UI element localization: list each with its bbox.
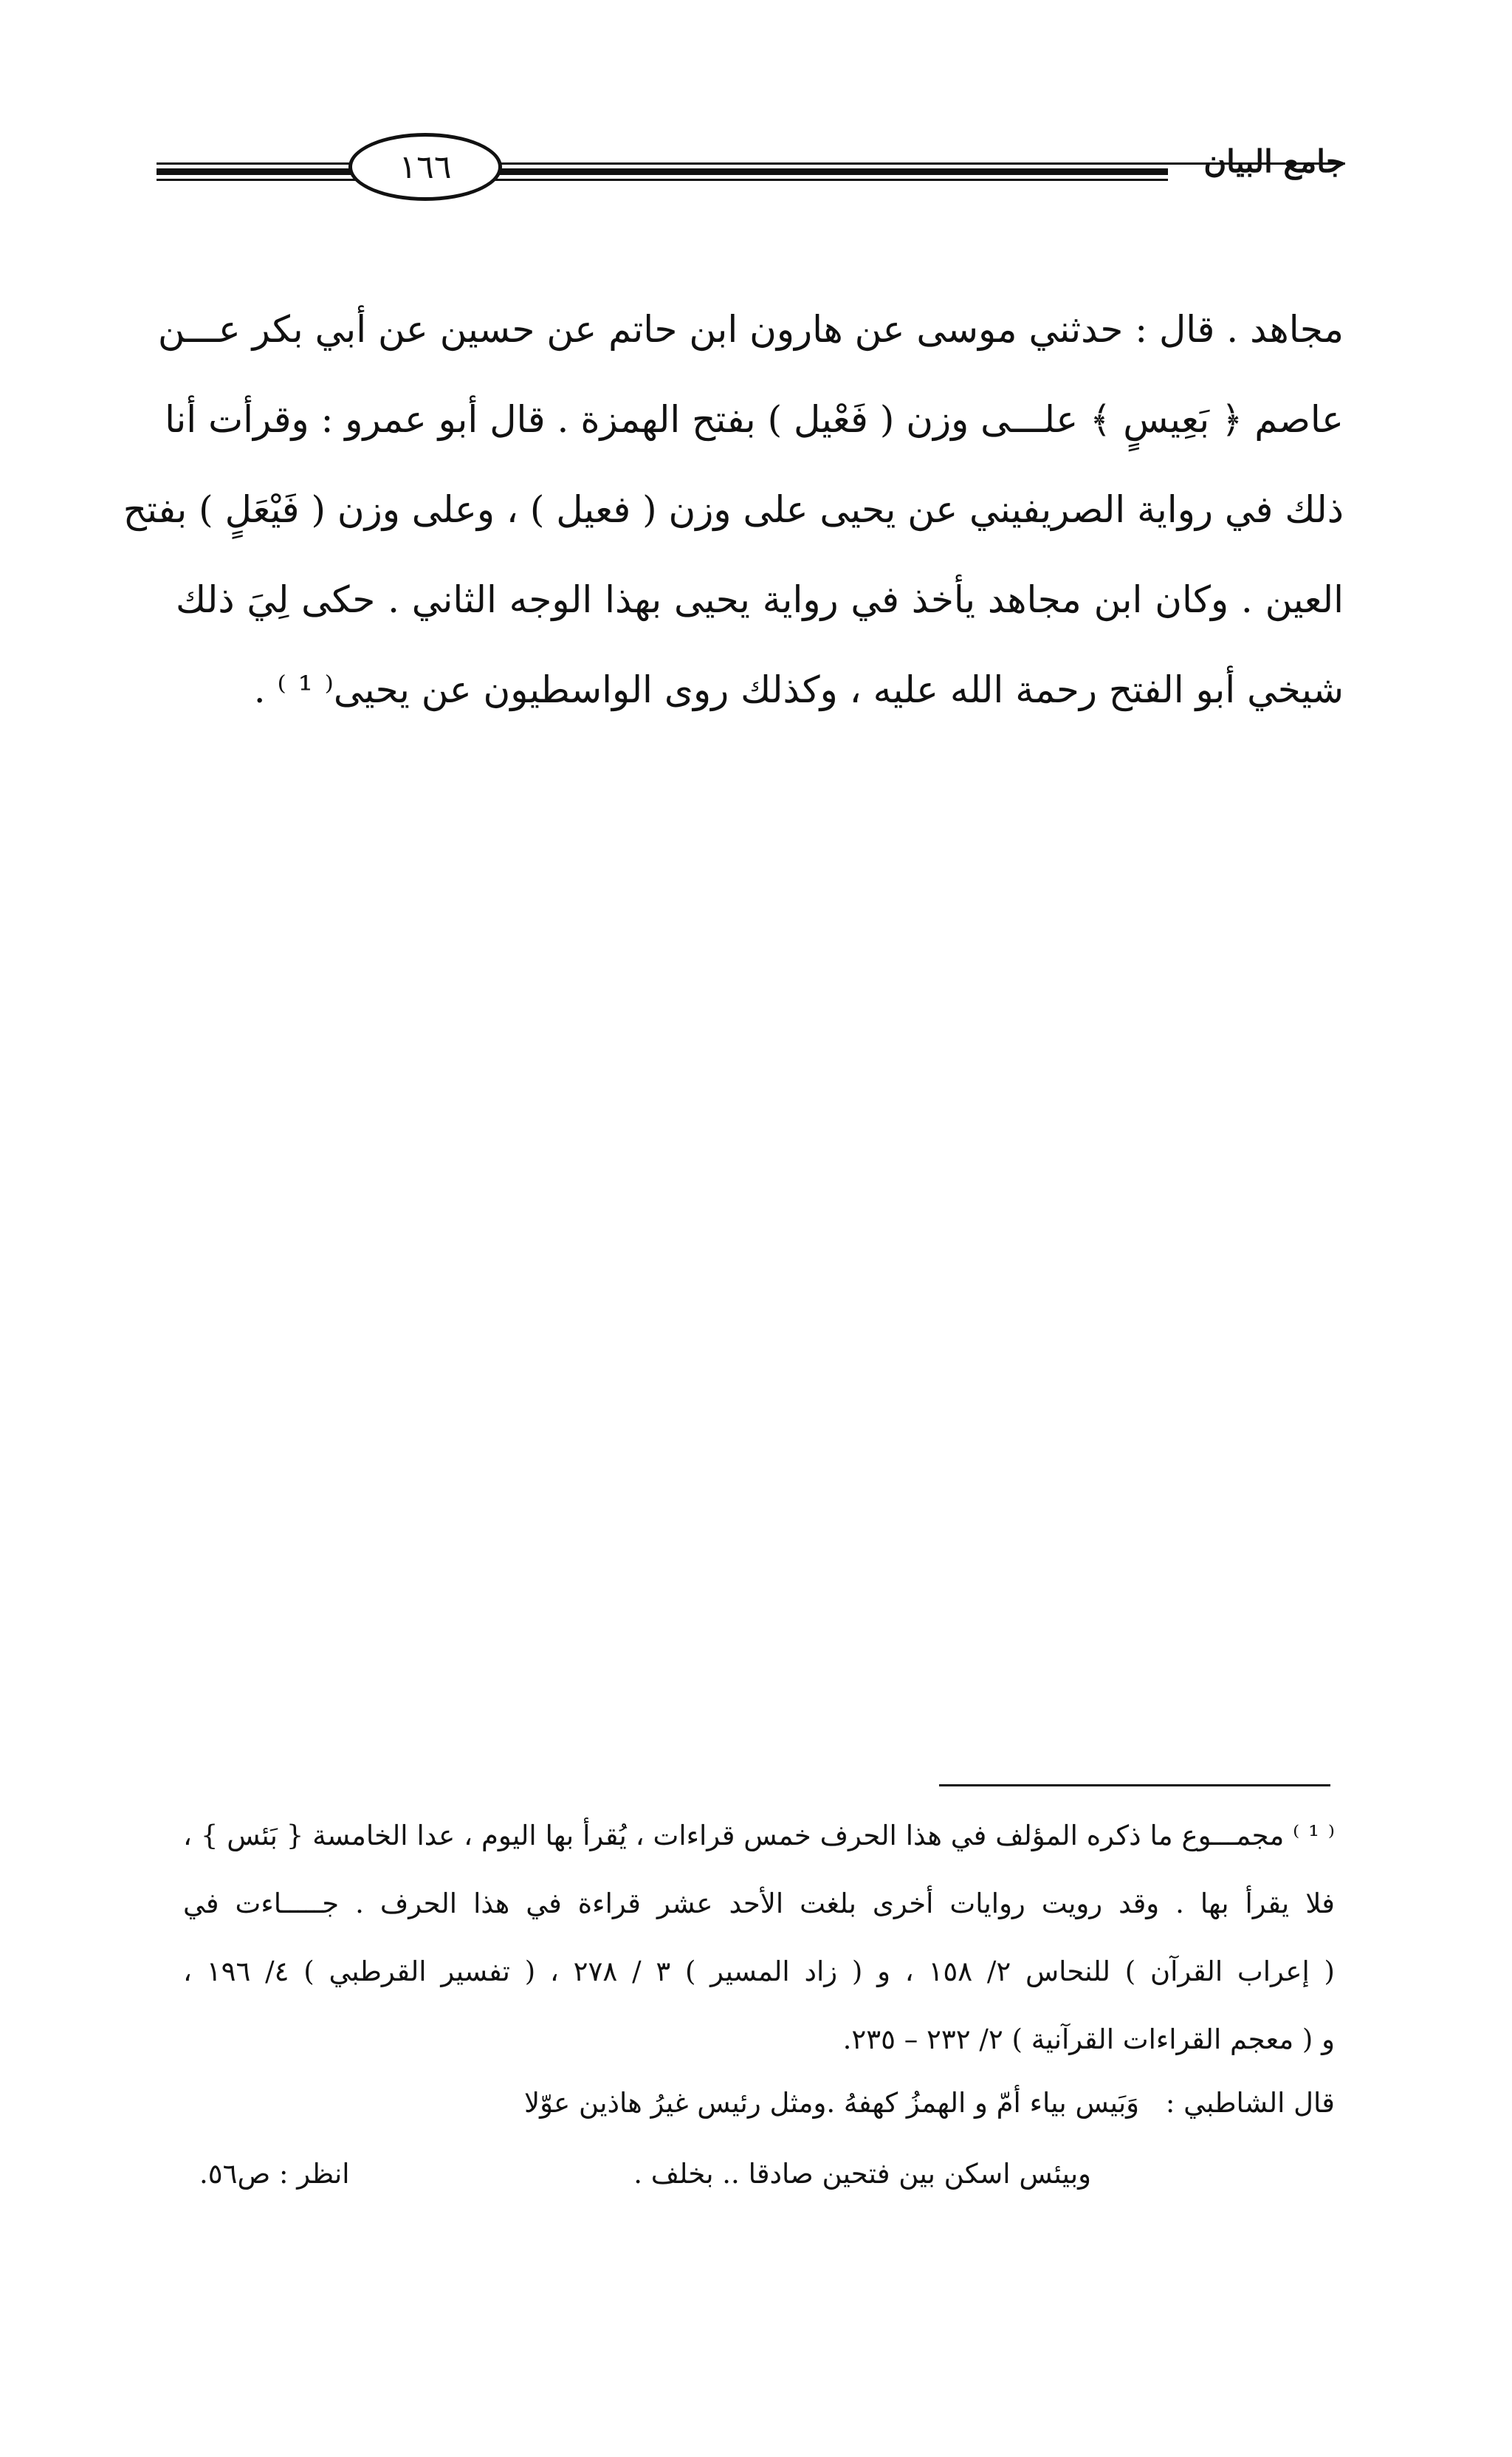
- poem-verse-1: وَبَيس بياء أمّ و الهمزُ كهفهُ .ومثل رئيس غيرُ هاذين عوّلا: [523, 2087, 1139, 2119]
- header-rule-top: [157, 162, 1345, 165]
- footnote-line: و ( معجم القراءات القرآنية ) ٢/ ٢٣٢ – ٢٣٥.: [842, 2023, 1335, 2055]
- poem-row-1: [183, 2068, 1335, 2139]
- footnotes: [183, 1802, 1335, 2074]
- footnote-line: فلا يقرأ بها . وقد رويت روايات أخرى بلغت الأحد عشر قراءة في هذا الحرف . جـــــاءت في: [183, 1888, 1335, 1919]
- poem-row-2: [183, 2139, 1335, 2210]
- page-header: [157, 124, 1345, 213]
- page-number: ١٦٦: [348, 133, 502, 201]
- header-rule-bottom: [157, 179, 1168, 181]
- body-line: ذلك في رواية الصريفيني عن يحيى على وزن ( فعيل ) ، وعلى وزن ( فَيْعَلٍ ) بفتح: [123, 488, 1344, 531]
- body-line: العين . وكان ابن مجاهد يأخذ في رواية يحيى بهذا الوجه الثاني . حكى لِيَ ذلك: [176, 578, 1344, 621]
- body-text: [123, 284, 1344, 735]
- poem-reference: انظر : ص٥٦.: [199, 2158, 350, 2190]
- footnote-poem: [183, 2068, 1335, 2210]
- footnote-line: ( إعراب القرآن ) للنحاس ٢/ ١٥٨ ، و ( زاد المسير ) ٣ / ٢٧٨ ، ( تفسير القرطبي ) ٤/ ١٩٦ ،: [183, 1956, 1335, 1987]
- header-rule-thick: [157, 168, 1168, 175]
- footnote-separator: [939, 1784, 1330, 1786]
- body-line: شيخي أبو الفتح رحمة الله عليه ، وكذلك روى الواسطيون عن يحيى⁽ ¹ ⁾ .: [253, 668, 1344, 711]
- poem-label: قال الشاطبي :: [1165, 2087, 1335, 2119]
- footnote-line: ⁽ ¹ ⁾ مجمـــوع ما ذكره المؤلف في هذا الحرف خمس قراءات ، يُقرأ بها اليوم ، عدا الخامسة { بَئس } ،: [183, 1820, 1335, 1851]
- book-title: جامع البيان: [1203, 143, 1345, 179]
- poem-verse-2: وبيئس اسكن بين فتحين صادقا .. بخلف .: [633, 2158, 1091, 2190]
- body-line: عاصم ﴿ بَعِيسٍ ﴾ علـــى وزن ( فَعْيل ) بفتح الهمزة . قال أبو عمرو : وقرأت أنا: [165, 398, 1344, 441]
- body-line: مجاهد . قال : حدثني موسى عن هارون ابن حاتم عن حسين عن أبي بكر عـــن: [157, 308, 1344, 351]
